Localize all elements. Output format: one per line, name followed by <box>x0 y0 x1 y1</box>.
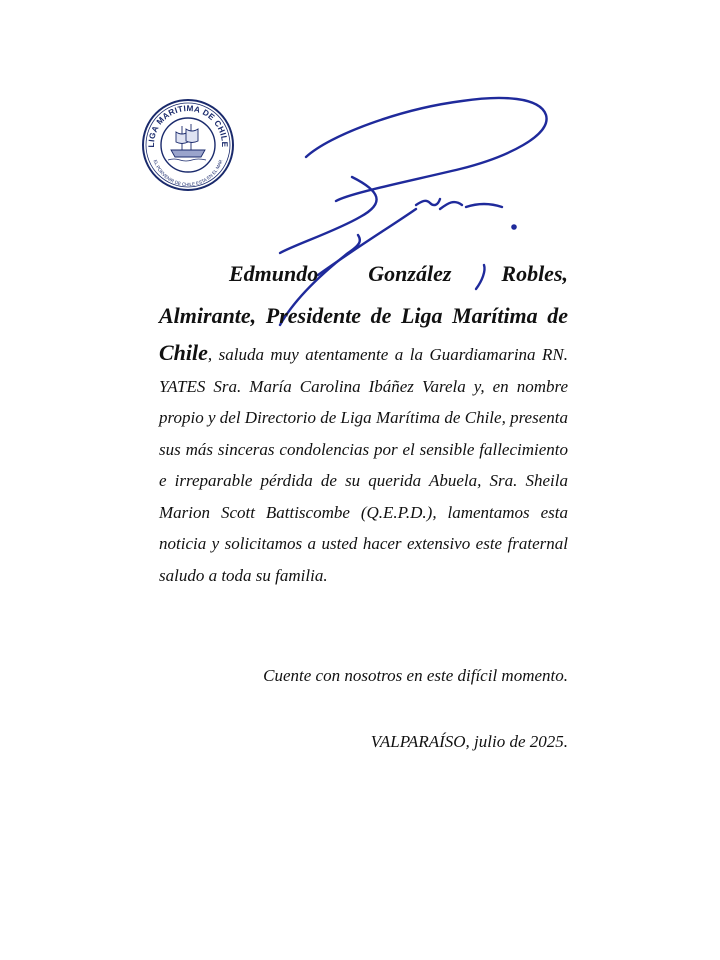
heading-surname-1: González <box>368 261 452 286</box>
letter-place-date: VALPARAÍSO, julio de 2025. <box>370 732 568 751</box>
liga-maritima-seal-logo <box>138 98 238 192</box>
letter-heading-line-1 <box>159 253 568 295</box>
letter-closing: Cuente con nosotros en este difícil momento. <box>263 666 568 685</box>
letter-main-paragraph <box>159 337 568 591</box>
seal-top-text: LIGA MARITIMA DE CHILE <box>146 103 230 148</box>
letter-body <box>159 253 568 591</box>
heading-first-name: Edmundo <box>229 261 319 286</box>
heading-surname-2: Robles, <box>501 261 569 286</box>
letter-heading-line-2: Almirante, Presidente de Liga Marítima de <box>159 303 568 328</box>
seal-bottom-text: EL PORVENIR DE CHILE ESTA EN EL MAR <box>152 159 224 188</box>
heading-name-end: Chile <box>159 340 208 365</box>
letter-body-text: , saluda muy atentamente a la Guardiamarina RN. YATES Sra. María Carolina Ibáñez Varela y, en nombre propio y del Directorio de Liga Marítima de Chile, presenta sus más sinceras condolencias por el sensible fallecimiento e irreparable pérdida de su querida Abuela, Sra. Sheila Marion Scott Battiscombe (Q.E.P.D.), lamentamos esta noticia y solicitamos a usted hacer extensivo este fraternal saludo a toda su familia. <box>159 345 568 585</box>
seal-graphic <box>138 98 238 192</box>
